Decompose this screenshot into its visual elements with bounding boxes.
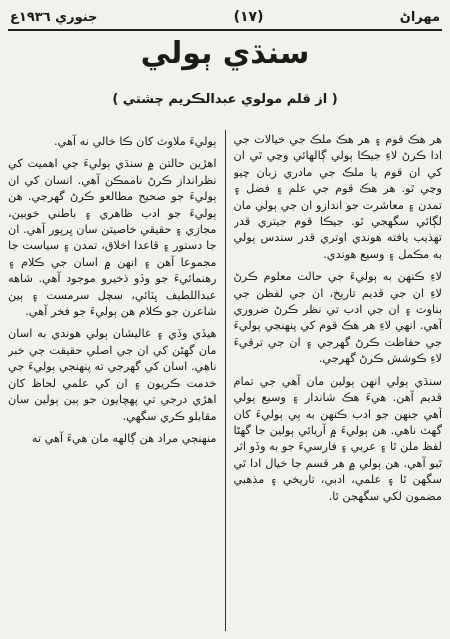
paragraph: هيڏي وڏي ۽ عاليشان ٻولي هوندي به اسان مان گهڻن کي ان جي اصلي حقيقت جي خبر ناهي. اسان کي گهرجي ته پنهنجي ٻوليءَ جي خدمت ڪريون ۽ ان کي علمي لحاظ کان اهڙي درجي تي پهچايون جو ٻين ٻولين سان مقابلو ڪري سگهي. bbox=[8, 327, 217, 423]
column-divider bbox=[225, 130, 226, 631]
header-date: جنوري ١٩٣٦ع bbox=[10, 9, 98, 25]
page-number: (١٧) bbox=[233, 9, 264, 25]
article-title: سنڌي ٻولي bbox=[140, 36, 310, 71]
paragraph: اهڙين حالتن ۾ سنڌي ٻوليءَ جي اهميت کي نظرانداز ڪرڻ ناممڪن آهي. انسان کي ان ٻوليءَ جو صحيح مطالعو ڪرڻ گهرجي. هن ٻوليءَ جو ادب ظاهري ۽ باطني خوبين، مجازي ۽ حقيقي خاصيتن سان ڀرپور آهي. ان جا دستور ۽ قاعدا اخلاق، تمدن ۽ سياست جا مجموعا آهن ۽ انهن ۾ اسان جي ڪلام ۽ رهنمائيءَ جو وڏو ذخيرو موجود آهي. شاهه عبداللطيف ڀٽائي، سچل سرمست ۽ ٻين شاعرن جو ڪلام هن ٻوليءَ جو فخر آهي. bbox=[8, 157, 217, 319]
header-rule bbox=[8, 29, 442, 31]
magazine-name: مهراڻ bbox=[399, 9, 440, 25]
paragraph: هر هڪ قوم ۽ هر هڪ ملڪ جي خيالات جي ادا ڪرڻ لاءِ جيڪا ٻولي ڳالهائي وڃي ٿي ان کي ان قوم يا ملڪ جي مادري زبان چيو وڃي ٿو. هر هڪ قوم جي علم ۽ فضل ۽ تمدن ۽ معاشرت جو اندازو ان جي ٻولي مان لڳائي سگهجي ٿو. جيڪا قوم جيتري قدر تهذيب يافته هوندي اوتري قدر سندس ٻولي به مڪمل ۽ وسيع هوندي. bbox=[233, 133, 442, 261]
author-byline: ( از قلم مولوي عبدالڪريم چشتي ) bbox=[112, 92, 338, 107]
paragraph: سنڌي ٻولي انهن ٻولين مان آهي جي تمام قديم آهن. هيءَ هڪ شاندار ۽ وسيع ٻولي آهي جنهن جو ادب ڪنهن به ٻي ٻوليءَ کان گهٽ ناهي. هن ٻوليءَ ۾ آريائي ٻولين جا گهڻا لفظ ملن ٿا ۽ عربي ۽ فارسيءَ جو به وڏو اثر ٿيو آهي. هن ٻولي ۾ هر قسم جا خيال ادا ٿي سگهن ٿا ۽ علمي، ادبي، تاريخي ۽ مذهبي مضمون لکي سگهجن ٿا. bbox=[233, 374, 442, 503]
page-header bbox=[10, 6, 440, 28]
left-column bbox=[8, 130, 217, 631]
paragraph: منهنجي مراد هن ڳالهه مان هيءَ آهي ته bbox=[31, 431, 217, 445]
right-column bbox=[234, 130, 443, 631]
paragraph: ٻوليءَ ملاوٽ کان ڪا خالي نه آهي. bbox=[53, 135, 217, 148]
article-body bbox=[8, 130, 442, 631]
paragraph: لاءِ ڪنهن به ٻوليءَ جي حالت معلوم ڪرڻ لاءِ ان جي قديم تاريخ، ان جي لفظن جي بناوت ۽ ان جي ادب تي نظر ڪرڻ ضروري آهي. انهي لاءِ هر هڪ قوم کي پنهنجي ٻوليءَ جي حفاظت ڪرڻ گهرجي ۽ ان جي ترقيءَ لاءِ ڪوشش ڪرڻ گهرجي. bbox=[233, 270, 442, 366]
